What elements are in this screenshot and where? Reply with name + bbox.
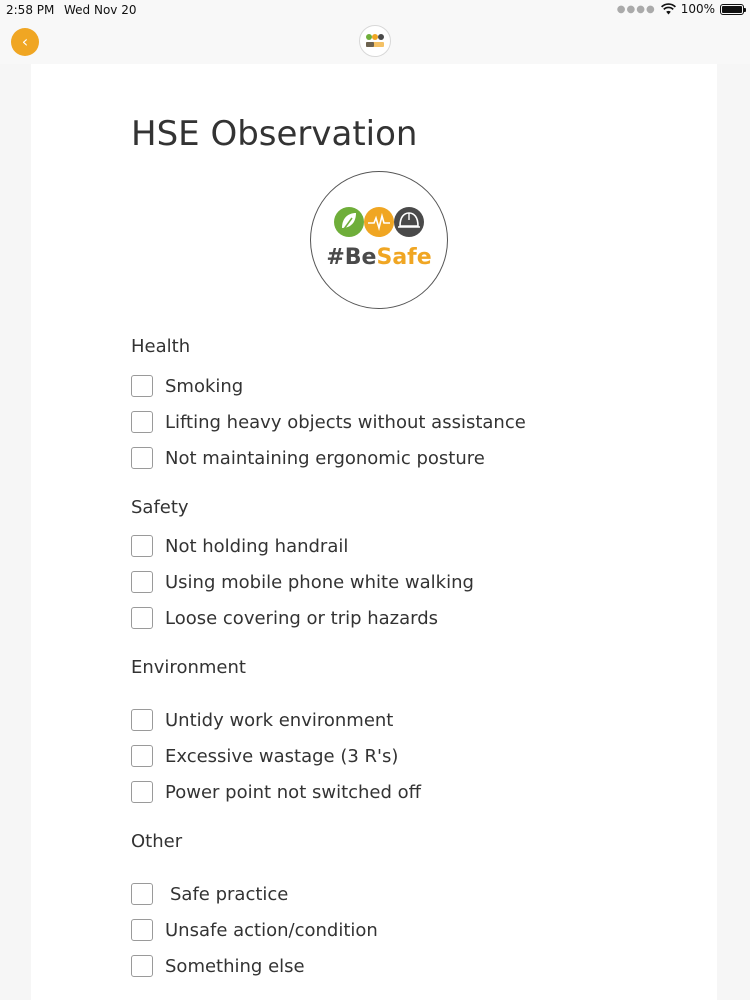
besafe-logo-small: [359, 25, 391, 57]
checkbox[interactable]: [131, 955, 153, 977]
section-other-title: Other: [131, 831, 183, 852]
option-unsafe-action[interactable]: [131, 917, 378, 943]
option-label: Loose covering or trip hazards: [165, 607, 439, 629]
option-mobile-phone[interactable]: [131, 569, 474, 595]
besafe-logo-graphic: [311, 172, 447, 308]
section-health-title: Health: [131, 336, 191, 357]
checkbox[interactable]: [131, 883, 153, 905]
option-label: Safe practice: [170, 883, 289, 905]
checkbox[interactable]: [131, 447, 153, 469]
chevron-left-icon: ‹: [21, 32, 29, 51]
status-right: [617, 2, 744, 16]
option-label: Untidy work environment: [165, 709, 394, 731]
besafe-logo-small-icon: [360, 26, 390, 56]
logo-hash: #: [326, 245, 345, 270]
status-time: 2:58 PM: [6, 3, 55, 17]
option-label: Not maintaining ergonomic posture: [165, 447, 485, 469]
option-label: Excessive wastage (3 R's): [165, 745, 399, 767]
option-label: Lifting heavy objects without assistance: [165, 411, 526, 433]
option-label: Something else: [165, 955, 305, 977]
besafe-logo: [310, 171, 448, 309]
checkbox[interactable]: [131, 919, 153, 941]
checkbox[interactable]: [131, 411, 153, 433]
checkbox[interactable]: [131, 535, 153, 557]
checkbox[interactable]: [131, 781, 153, 803]
option-label: Using mobile phone white walking: [165, 571, 474, 593]
checkbox[interactable]: [131, 709, 153, 731]
option-excessive-wastage[interactable]: [131, 743, 398, 769]
option-lifting-heavy-objects[interactable]: [131, 409, 526, 435]
status-bar: [0, 0, 750, 22]
option-smoking[interactable]: [131, 373, 243, 399]
option-trip-hazards[interactable]: [131, 605, 438, 631]
battery-percent: 100%: [680, 2, 715, 16]
battery-icon: [720, 4, 744, 15]
signal-dots-icon: ●●●●: [616, 3, 656, 15]
section-environment-title: Environment: [131, 657, 246, 678]
nav-bar: [0, 22, 750, 64]
option-label: Power point not switched off: [165, 781, 422, 803]
logo-be: Be: [344, 245, 377, 270]
back-button[interactable]: [11, 28, 39, 56]
option-power-point[interactable]: [131, 779, 421, 805]
logo-safe: Safe: [376, 245, 432, 270]
status-date: Wed Nov 20: [64, 3, 137, 17]
option-label: Smoking: [165, 375, 244, 397]
option-something-else[interactable]: [131, 953, 305, 979]
checkbox[interactable]: [131, 375, 153, 397]
option-handrail[interactable]: [131, 533, 348, 559]
helmet-icon: [394, 207, 424, 237]
page-title: HSE Observation: [131, 114, 418, 154]
section-safety-title: Safety: [131, 497, 189, 518]
checkbox[interactable]: [131, 571, 153, 593]
observation-form: [31, 64, 717, 1000]
svg-text:#BeSafe: [326, 245, 431, 270]
option-safe-practice[interactable]: [131, 881, 288, 907]
checkbox[interactable]: [131, 745, 153, 767]
option-label: Unsafe action/condition: [165, 919, 378, 941]
option-untidy-environment[interactable]: [131, 707, 393, 733]
option-ergonomic-posture[interactable]: [131, 445, 485, 471]
checkbox[interactable]: [131, 607, 153, 629]
wifi-icon: [661, 3, 676, 15]
heartbeat-icon: [364, 207, 394, 237]
option-label: Not holding handrail: [165, 535, 349, 557]
